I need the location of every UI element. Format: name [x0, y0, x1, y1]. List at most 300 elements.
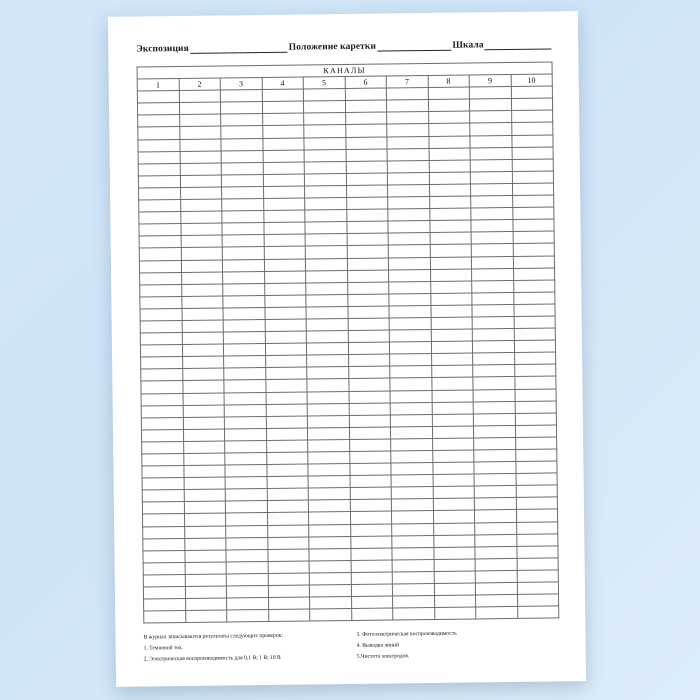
table-cell[interactable] [264, 307, 306, 320]
table-cell[interactable] [310, 609, 352, 622]
table-cell[interactable] [429, 196, 471, 209]
table-cell[interactable] [141, 393, 183, 406]
table-cell[interactable] [267, 549, 309, 562]
table-cell[interactable] [515, 461, 557, 474]
table-cell[interactable] [470, 111, 512, 124]
table-cell[interactable] [307, 415, 349, 428]
table-cell[interactable] [390, 414, 432, 427]
table-cell[interactable] [140, 284, 182, 297]
table-cell[interactable] [308, 500, 350, 513]
table-cell[interactable] [266, 428, 308, 441]
table-cell[interactable] [433, 474, 475, 487]
table-cell[interactable] [346, 209, 388, 222]
table-cell[interactable] [264, 234, 306, 247]
table-cell[interactable] [434, 595, 476, 608]
table-cell[interactable] [223, 344, 265, 357]
table-cell[interactable] [513, 292, 555, 305]
exposure-fill-line[interactable] [190, 43, 288, 54]
table-cell[interactable] [392, 535, 434, 548]
table-cell[interactable] [347, 306, 389, 319]
table-cell[interactable] [305, 210, 347, 223]
table-cell[interactable] [511, 110, 553, 123]
table-cell[interactable] [181, 235, 223, 248]
table-cell[interactable] [473, 353, 515, 366]
table-cell[interactable] [474, 474, 516, 487]
table-cell[interactable] [227, 598, 269, 611]
table-cell[interactable] [182, 356, 224, 369]
table-cell[interactable] [138, 151, 180, 164]
table-cell[interactable] [143, 550, 185, 563]
table-cell[interactable] [221, 150, 263, 163]
table-cell[interactable] [472, 304, 514, 317]
table-cell[interactable] [222, 235, 264, 248]
table-cell[interactable] [429, 148, 471, 161]
table-cell[interactable] [306, 270, 348, 283]
table-cell[interactable] [388, 209, 430, 222]
table-cell[interactable] [350, 511, 392, 524]
table-cell[interactable] [307, 379, 349, 392]
table-cell[interactable] [349, 403, 391, 416]
table-cell[interactable] [185, 574, 227, 587]
table-cell[interactable] [224, 368, 266, 381]
table-cell[interactable] [143, 526, 185, 539]
table-cell[interactable] [268, 573, 310, 586]
table-cell[interactable] [472, 329, 514, 342]
table-cell[interactable] [391, 475, 433, 488]
table-cell[interactable] [430, 244, 472, 257]
table-cell[interactable] [268, 597, 310, 610]
table-cell[interactable] [515, 437, 557, 450]
table-cell[interactable] [515, 413, 557, 426]
table-cell[interactable] [345, 137, 387, 150]
table-cell[interactable] [345, 124, 387, 137]
table-cell[interactable] [472, 316, 514, 329]
table-cell[interactable] [309, 585, 351, 598]
table-cell[interactable] [387, 148, 429, 161]
table-cell[interactable] [347, 233, 389, 246]
table-cell[interactable] [305, 258, 347, 271]
table-cell[interactable] [347, 270, 389, 283]
table-cell[interactable] [391, 511, 433, 524]
table-cell[interactable] [387, 136, 429, 149]
table-cell[interactable] [512, 147, 554, 160]
table-cell[interactable] [179, 114, 221, 127]
table-cell[interactable] [430, 293, 472, 306]
table-cell[interactable] [392, 547, 434, 560]
table-cell[interactable] [140, 345, 182, 358]
table-cell[interactable] [305, 222, 347, 235]
table-cell[interactable] [182, 320, 224, 333]
table-cell[interactable] [516, 473, 558, 486]
table-cell[interactable] [390, 402, 432, 415]
table-cell[interactable] [224, 380, 266, 393]
table-cell[interactable] [141, 405, 183, 418]
table-cell[interactable] [429, 160, 471, 173]
table-cell[interactable] [309, 536, 351, 549]
table-cell[interactable] [220, 90, 262, 103]
table-cell[interactable] [223, 271, 265, 284]
table-cell[interactable] [430, 305, 472, 318]
table-cell[interactable] [349, 391, 391, 404]
table-cell[interactable] [514, 376, 556, 389]
table-cell[interactable] [433, 510, 475, 523]
scale-fill-line[interactable] [485, 39, 552, 50]
table-cell[interactable] [222, 223, 264, 236]
table-cell[interactable] [474, 498, 516, 511]
table-cell[interactable] [349, 415, 391, 428]
table-cell[interactable] [431, 353, 473, 366]
table-cell[interactable] [266, 416, 308, 429]
table-cell[interactable] [307, 391, 349, 404]
table-cell[interactable] [138, 115, 180, 128]
table-cell[interactable] [387, 112, 429, 125]
table-cell[interactable] [391, 499, 433, 512]
table-cell[interactable] [224, 428, 266, 441]
table-cell[interactable] [473, 377, 515, 390]
table-cell[interactable] [141, 417, 183, 430]
table-cell[interactable] [517, 606, 559, 619]
table-cell[interactable] [262, 101, 304, 114]
table-cell[interactable] [220, 102, 262, 115]
table-cell[interactable] [470, 123, 512, 136]
table-cell[interactable] [226, 513, 268, 526]
table-cell[interactable] [185, 610, 227, 623]
table-cell[interactable] [184, 501, 226, 514]
table-cell[interactable] [185, 562, 227, 575]
table-cell[interactable] [303, 89, 345, 102]
table-cell[interactable] [308, 476, 350, 489]
table-cell[interactable] [432, 462, 474, 475]
table-cell[interactable] [184, 538, 226, 551]
table-cell[interactable] [348, 342, 390, 355]
table-cell[interactable] [183, 393, 225, 406]
table-cell[interactable] [221, 162, 263, 175]
table-cell[interactable] [181, 272, 223, 285]
table-cell[interactable] [265, 319, 307, 332]
table-cell[interactable] [225, 465, 267, 478]
table-cell[interactable] [266, 464, 308, 477]
table-cell[interactable] [475, 534, 517, 547]
table-cell[interactable] [476, 607, 518, 620]
table-cell[interactable] [265, 343, 307, 356]
table-cell[interactable] [351, 596, 393, 609]
table-cell[interactable] [432, 450, 474, 463]
table-cell[interactable] [308, 451, 350, 464]
table-cell[interactable] [267, 500, 309, 513]
table-cell[interactable] [266, 404, 308, 417]
table-cell[interactable] [513, 280, 555, 293]
table-cell[interactable] [517, 558, 559, 571]
table-cell[interactable] [350, 548, 392, 561]
table-cell[interactable] [346, 161, 388, 174]
table-cell[interactable] [430, 281, 472, 294]
table-cell[interactable] [428, 136, 470, 149]
table-cell[interactable] [430, 256, 472, 269]
table-cell[interactable] [264, 259, 306, 272]
table-cell[interactable] [266, 452, 308, 465]
table-cell[interactable] [262, 125, 304, 138]
table-cell[interactable] [225, 489, 267, 502]
table-cell[interactable] [347, 294, 389, 307]
table-cell[interactable] [473, 401, 515, 414]
table-cell[interactable] [428, 123, 470, 136]
table-cell[interactable] [181, 296, 223, 309]
table-cell[interactable] [226, 573, 268, 586]
table-cell[interactable] [222, 247, 264, 260]
table-cell[interactable] [513, 304, 555, 317]
table-cell[interactable] [264, 271, 306, 284]
table-cell[interactable] [225, 477, 267, 490]
table-cell[interactable] [475, 570, 517, 583]
table-cell[interactable] [429, 184, 471, 197]
table-cell[interactable] [515, 388, 557, 401]
table-cell[interactable] [390, 426, 432, 439]
table-cell[interactable] [472, 280, 514, 293]
table-cell[interactable] [223, 307, 265, 320]
table-cell[interactable] [139, 212, 181, 225]
table-cell[interactable] [180, 187, 222, 200]
table-cell[interactable] [389, 269, 431, 282]
table-cell[interactable] [142, 478, 184, 491]
table-cell[interactable] [515, 401, 557, 414]
table-cell[interactable] [475, 582, 517, 595]
table-cell[interactable] [345, 100, 387, 113]
table-cell[interactable] [142, 441, 184, 454]
table-cell[interactable] [307, 427, 349, 440]
table-cell[interactable] [386, 100, 428, 113]
table-cell[interactable] [513, 231, 555, 244]
table-cell[interactable] [221, 138, 263, 151]
table-cell[interactable] [349, 451, 391, 464]
table-cell[interactable] [386, 88, 428, 101]
table-cell[interactable] [391, 438, 433, 451]
table-cell[interactable] [345, 112, 387, 125]
table-cell[interactable] [227, 610, 269, 623]
table-cell[interactable] [472, 268, 514, 281]
table-cell[interactable] [182, 368, 224, 381]
table-cell[interactable] [514, 316, 556, 329]
table-cell[interactable] [307, 367, 349, 380]
table-cell[interactable] [517, 594, 559, 607]
table-cell[interactable] [434, 559, 476, 572]
table-cell[interactable] [513, 255, 555, 268]
table-cell[interactable] [221, 174, 263, 187]
table-cell[interactable] [224, 416, 266, 429]
table-cell[interactable] [262, 89, 304, 102]
carriage-position-fill-line[interactable] [377, 41, 452, 52]
table-cell[interactable] [183, 453, 225, 466]
table-cell[interactable] [305, 234, 347, 247]
table-cell[interactable] [387, 172, 429, 185]
table-cell[interactable] [389, 342, 431, 355]
table-cell[interactable] [391, 463, 433, 476]
table-cell[interactable] [351, 584, 393, 597]
table-cell[interactable] [432, 426, 474, 439]
table-cell[interactable] [222, 259, 264, 272]
table-cell[interactable] [432, 438, 474, 451]
table-cell[interactable] [474, 462, 516, 475]
table-cell[interactable] [179, 126, 221, 139]
table-cell[interactable] [471, 232, 513, 245]
table-cell[interactable] [308, 512, 350, 525]
table-cell[interactable] [140, 272, 182, 285]
table-cell[interactable] [179, 139, 221, 152]
table-cell[interactable] [183, 405, 225, 418]
table-cell[interactable] [390, 366, 432, 379]
table-cell[interactable] [221, 114, 263, 127]
table-cell[interactable] [391, 450, 433, 463]
table-cell[interactable] [305, 185, 347, 198]
table-cell[interactable] [142, 502, 184, 515]
table-cell[interactable] [516, 534, 558, 547]
table-cell[interactable] [308, 488, 350, 501]
table-cell[interactable] [183, 429, 225, 442]
table-cell[interactable] [515, 425, 557, 438]
table-cell[interactable] [180, 199, 222, 212]
table-cell[interactable] [140, 296, 182, 309]
table-cell[interactable] [516, 497, 558, 510]
table-cell[interactable] [515, 449, 557, 462]
table-cell[interactable] [143, 587, 185, 600]
table-cell[interactable] [474, 437, 516, 450]
table-cell[interactable] [434, 583, 476, 596]
table-cell[interactable] [349, 439, 391, 452]
table-cell[interactable] [346, 185, 388, 198]
table-cell[interactable] [183, 417, 225, 430]
table-cell[interactable] [143, 562, 185, 575]
table-cell[interactable] [471, 256, 513, 269]
table-cell[interactable] [392, 571, 434, 584]
table-cell[interactable] [471, 244, 513, 257]
table-cell[interactable] [431, 377, 473, 390]
table-cell[interactable] [181, 308, 223, 321]
table-cell[interactable] [474, 510, 516, 523]
table-cell[interactable] [222, 199, 264, 212]
table-cell[interactable] [512, 195, 554, 208]
table-cell[interactable] [224, 392, 266, 405]
table-cell[interactable] [473, 389, 515, 402]
table-cell[interactable] [514, 340, 556, 353]
table-cell[interactable] [185, 598, 227, 611]
table-cell[interactable] [434, 607, 476, 620]
table-cell[interactable] [262, 113, 304, 126]
table-cell[interactable] [469, 87, 511, 100]
table-cell[interactable] [474, 486, 516, 499]
table-cell[interactable] [263, 186, 305, 199]
table-cell[interactable] [221, 126, 263, 139]
table-cell[interactable] [471, 220, 513, 233]
table-cell[interactable] [393, 596, 435, 609]
table-cell[interactable] [306, 331, 348, 344]
table-cell[interactable] [179, 102, 221, 115]
table-cell[interactable] [266, 392, 308, 405]
table-cell[interactable] [512, 207, 554, 220]
table-cell[interactable] [389, 317, 431, 330]
table-cell[interactable] [182, 332, 224, 345]
table-cell[interactable] [431, 365, 473, 378]
table-cell[interactable] [474, 449, 516, 462]
table-cell[interactable] [345, 88, 387, 101]
table-cell[interactable] [137, 103, 179, 116]
table-cell[interactable] [512, 219, 554, 232]
table-cell[interactable] [346, 149, 388, 162]
table-cell[interactable] [306, 282, 348, 295]
table-cell[interactable] [141, 357, 183, 370]
table-cell[interactable] [143, 574, 185, 587]
table-cell[interactable] [393, 608, 435, 621]
table-cell[interactable] [179, 90, 221, 103]
table-cell[interactable] [429, 220, 471, 233]
table-cell[interactable] [180, 151, 222, 164]
table-cell[interactable] [430, 269, 472, 282]
table-cell[interactable] [306, 318, 348, 331]
table-cell[interactable] [387, 184, 429, 197]
table-cell[interactable] [226, 586, 268, 599]
table-cell[interactable] [473, 365, 515, 378]
table-cell[interactable] [470, 135, 512, 148]
table-cell[interactable] [306, 343, 348, 356]
table-cell[interactable] [428, 87, 470, 100]
table-cell[interactable] [514, 328, 556, 341]
table-cell[interactable] [308, 439, 350, 452]
table-cell[interactable] [348, 330, 390, 343]
table-cell[interactable] [263, 150, 305, 163]
table-cell[interactable] [513, 243, 555, 256]
table-cell[interactable] [140, 308, 182, 321]
table-cell[interactable] [346, 221, 388, 234]
table-cell[interactable] [348, 366, 390, 379]
table-cell[interactable] [225, 501, 267, 514]
table-cell[interactable] [389, 330, 431, 343]
table-cell[interactable] [263, 198, 305, 211]
table-cell[interactable] [184, 526, 226, 539]
table-cell[interactable] [469, 99, 511, 112]
table-cell[interactable] [517, 582, 559, 595]
table-cell[interactable] [514, 364, 556, 377]
table-cell[interactable] [429, 172, 471, 185]
table-cell[interactable] [428, 99, 470, 112]
table-cell[interactable] [351, 560, 393, 573]
table-cell[interactable] [434, 571, 476, 584]
table-cell[interactable] [511, 135, 553, 148]
table-cell[interactable] [180, 223, 222, 236]
table-cell[interactable] [223, 319, 265, 332]
table-cell[interactable] [475, 558, 517, 571]
table-cell[interactable] [346, 173, 388, 186]
table-cell[interactable] [304, 137, 346, 150]
table-cell[interactable] [389, 305, 431, 318]
table-cell[interactable] [304, 113, 346, 126]
table-cell[interactable] [262, 138, 304, 151]
table-cell[interactable] [350, 524, 392, 537]
table-cell[interactable] [139, 248, 181, 261]
table-cell[interactable] [304, 125, 346, 138]
table-cell[interactable] [350, 499, 392, 512]
table-cell[interactable] [470, 183, 512, 196]
table-cell[interactable] [351, 572, 393, 585]
table-cell[interactable] [303, 101, 345, 114]
table-cell[interactable] [512, 183, 554, 196]
table-cell[interactable] [141, 381, 183, 394]
table-cell[interactable] [268, 609, 310, 622]
table-cell[interactable] [144, 611, 186, 624]
table-cell[interactable] [268, 585, 310, 598]
table-cell[interactable] [512, 171, 554, 184]
table-cell[interactable] [473, 425, 515, 438]
table-cell[interactable] [141, 369, 183, 382]
table-cell[interactable] [516, 546, 558, 559]
table-cell[interactable] [264, 283, 306, 296]
